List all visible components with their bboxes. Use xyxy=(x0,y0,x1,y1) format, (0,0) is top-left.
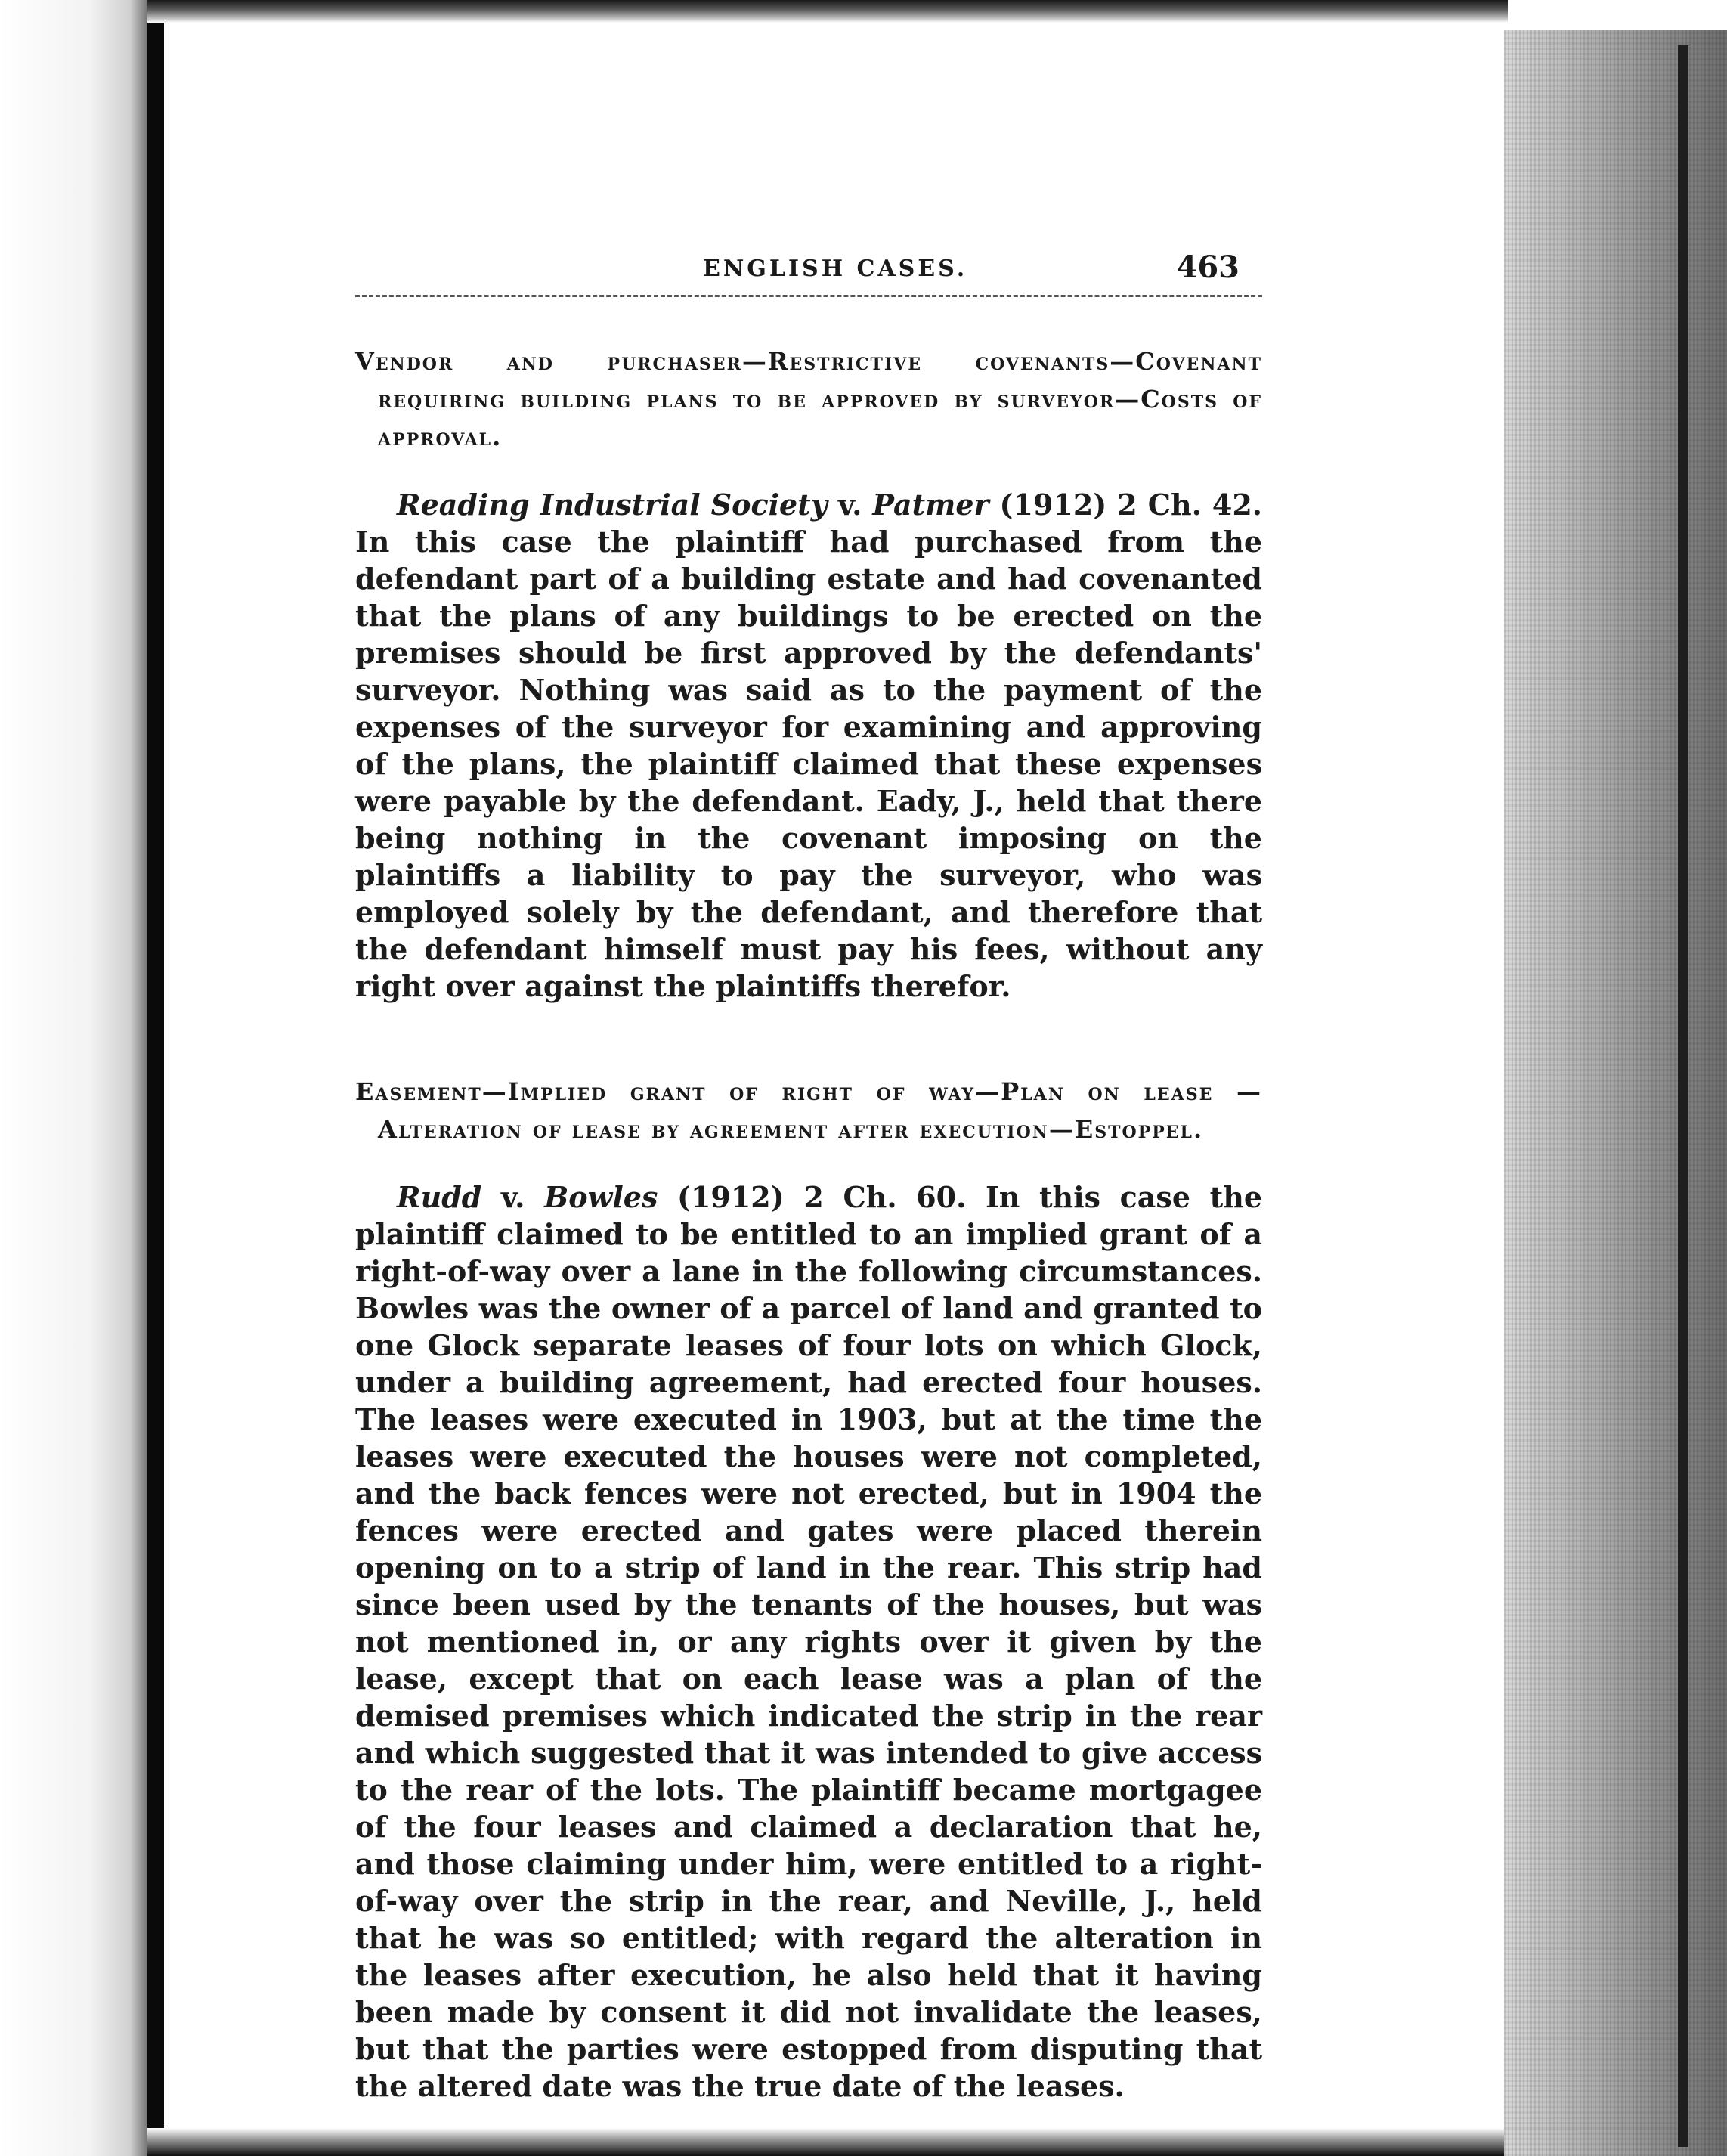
page-body xyxy=(355,249,1262,2105)
case-party: Patmer xyxy=(872,488,989,522)
case-name: Rudd xyxy=(397,1180,482,1214)
case-versus: v. xyxy=(827,488,873,522)
page-number: 463 xyxy=(1176,249,1240,285)
paragraph-text: (1912) 2 Ch. 60. In this case the plaintiff claimed to be entitled to an implied grant of a right-of-way over a lane in the following circumstances. Bowles was the owner of a parcel of land and granted to one Glock separate leases of four lots on which Glock, under a building agreement, had erected four houses. The leases were executed in 1903, but at the time the leases were executed the houses were not completed, and the back fences were not erected, but in 1904 the fences were erected and gates were placed therein opening on to a strip of land in the rear. This strip had since been used by the tenants of the houses, but was not mentioned in, or any rights over it given by the lease, except that on each lease was a plan of the demised premises which indicated the strip in the rear and which suggested that it was intended to give access to the rear of the lots. The plaintiff became mortgagee of the four leases and claimed a declaration that he, and those claiming under him, were entitled to a right-of-way over the strip in the rear, and Neville, J., held that he was so entitled; with regard the alteration in the leases after execution, he also held that it having been made by consent it did not invalidate the leases, but that the parties were estopped from disputing that the altered date was the true date of the leases. xyxy=(355,1180,1263,2103)
case-name: Reading Industrial Society xyxy=(397,488,828,522)
section-paragraph xyxy=(355,486,1262,1005)
scan-binding-edge xyxy=(147,0,164,2156)
header-rule xyxy=(355,295,1262,297)
section-paragraph xyxy=(355,1179,1262,2105)
case-party: Bowles xyxy=(544,1180,658,1214)
section-heading: Easement—Implied grant of right of way—Plan on lease —Alteration of lease by agreement after execution—Estoppel. xyxy=(355,1077,1262,1144)
section-heading: Vendor and purchaser—Restrictive covenants—Covenant requiring building plans to be approved by surveyor—Costs of approval. xyxy=(355,347,1262,451)
section-easement xyxy=(355,1073,1262,2105)
scan-right-margin xyxy=(1504,30,1727,2156)
scan-left-margin xyxy=(0,0,162,2156)
scan-top-edge xyxy=(147,0,1508,23)
running-title: ENGLISH CASES. xyxy=(703,256,968,282)
case-versus: v. xyxy=(481,1180,545,1214)
paragraph-text: (1912) 2 Ch. 42. In this case the plaintiff had purchased from the defendant part of a building estate and had covenanted that the plans of any buildings to be erected on the premises should be first approved by the defendants' surveyor. Nothing was said as to the payment of the expenses of the surveyor for examining and approving of the plans, the plaintiff claimed that these expenses were payable by the defendant. Eady, J., held that there being nothing in the covenant imposing on the plaintiffs a liability to pay the surveyor, who was employed solely by the defendant, and therefore that the defendant himself must pay his fees, without any right over against the plaintiffs therefor. xyxy=(355,488,1262,1003)
section-gap xyxy=(355,1005,1262,1073)
running-head xyxy=(355,249,1262,295)
section-vendor-purchaser xyxy=(355,342,1262,1005)
scan-right-edge xyxy=(1678,45,1688,2147)
scan-bottom-edge xyxy=(147,2128,1546,2156)
